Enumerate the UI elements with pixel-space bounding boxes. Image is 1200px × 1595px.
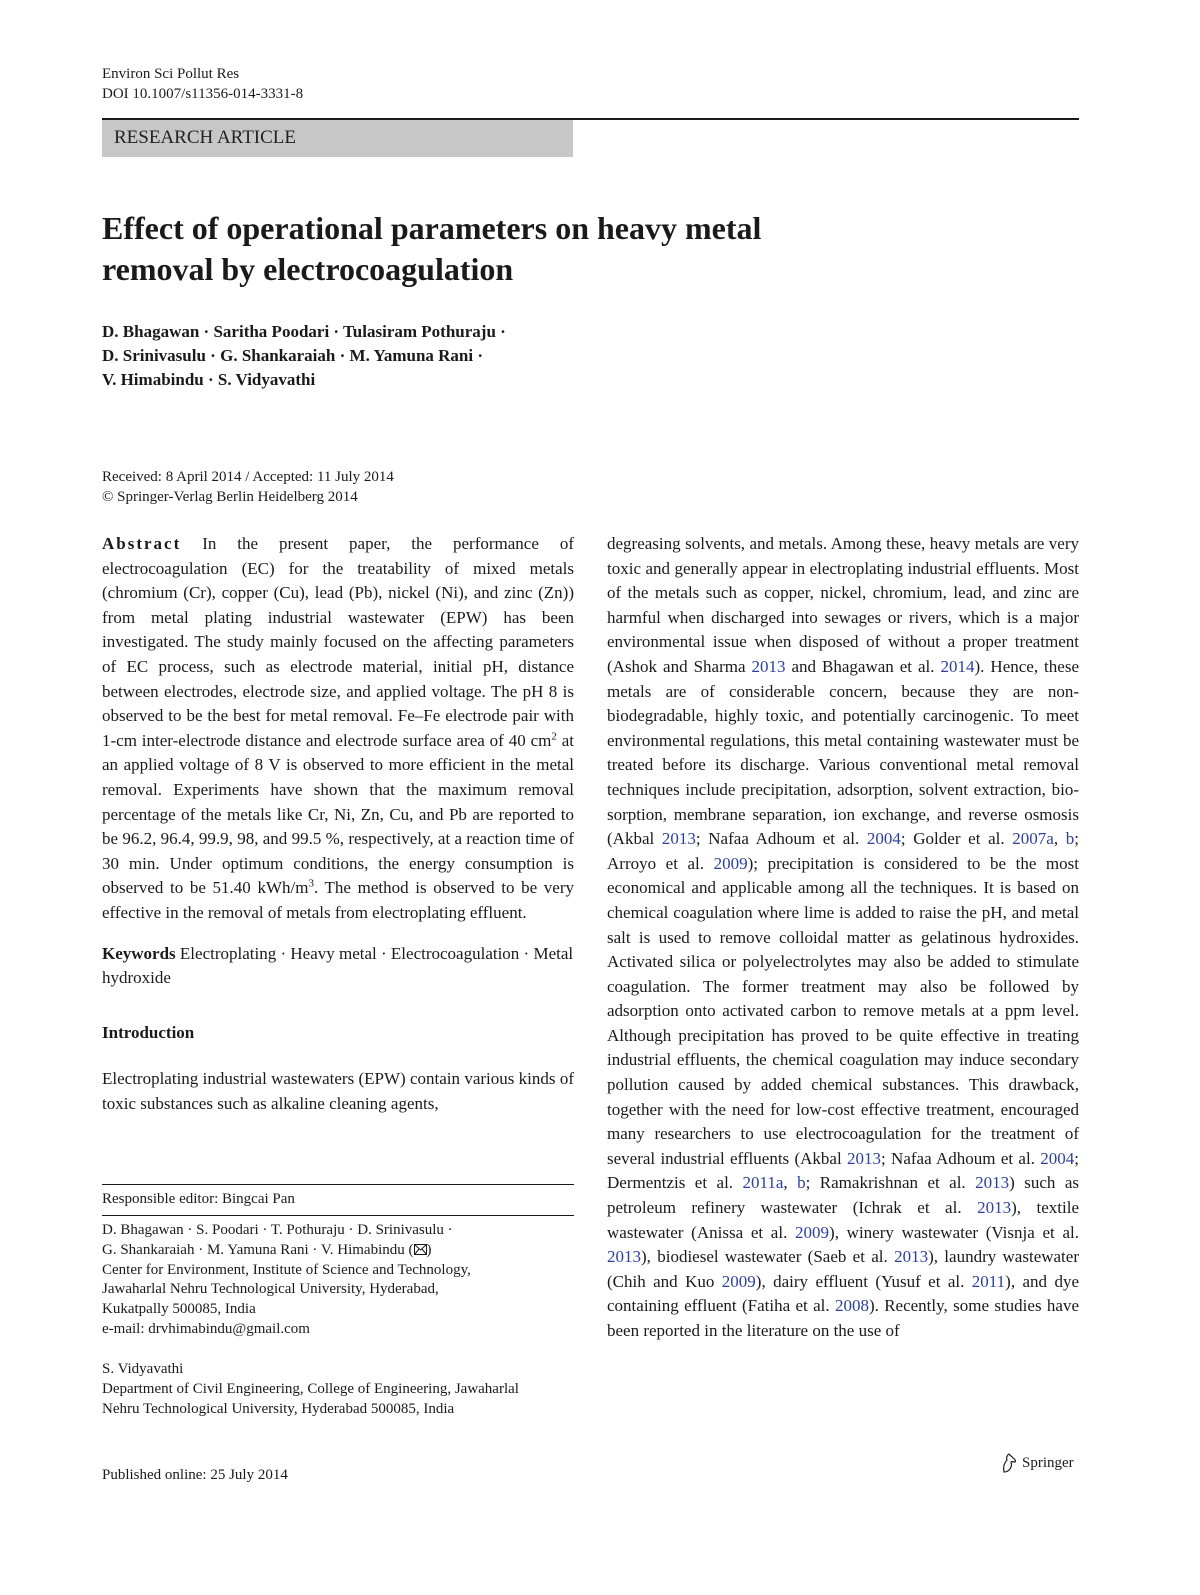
citation-link[interactable]: 2013 (975, 1173, 1010, 1193)
doi[interactable]: DOI 10.1007/s11356-014-3331-8 (102, 86, 304, 102)
journal-header (102, 64, 303, 104)
author-list (102, 320, 802, 392)
keywords-label: Keywords (102, 943, 176, 963)
citation-link[interactable]: 2013 (607, 1247, 641, 1267)
keywords-text: Electroplating · Heavy metal · Electrocoagulation · Metal hydroxide (102, 943, 574, 988)
citation-link[interactable]: 2004 (866, 829, 901, 849)
received-accepted: Received: 8 April 2014 / Accepted: 11 July 2014 (102, 469, 394, 485)
publisher-name: Springer (1022, 1454, 1074, 1471)
introduction-text: Electroplating industrial wastewaters (EPW) contain various kinds of toxic substances such as alkaline cleaning agents, (102, 1069, 574, 1113)
citation-link[interactable]: 2008 (834, 1296, 869, 1316)
citation-link[interactable]: 2011a (742, 1173, 784, 1193)
publisher-logo (1000, 1452, 1074, 1474)
abstract-label: Abstract (102, 534, 182, 553)
footnote-rule (102, 1215, 574, 1216)
article-dates (102, 467, 394, 507)
citation-link[interactable]: b (1065, 829, 1075, 849)
citation-link[interactable]: 2013 (894, 1247, 929, 1267)
citation-link[interactable]: 2007a (1012, 829, 1054, 849)
springer-horse-icon (1000, 1452, 1018, 1474)
paper-title (102, 208, 862, 290)
citation-link[interactable]: 2013 (751, 656, 786, 676)
title-line-1: Effect of operational parameters on heavy metal (102, 210, 762, 246)
authors-line-1: D. Bhagawan · Saritha Poodari · Tulasiram Pothuraju · (102, 322, 506, 341)
citation-link[interactable]: 2013 (661, 829, 696, 849)
affiliation-1: D. Bhagawan · S. Poodari · T. Pothuraju · D. Srinivasulu · G. Shankaraiah · M. Yamuna Rani · V. Himabindu ( ) Center for Environment, Institute of Science and Technology, Jawaharlal Nehru Technological University, Hyderabad, Kukatpally 500085, India e-mail: drvhimabindu@gmail.com (102, 1221, 574, 1340)
citation-link[interactable]: b (797, 1173, 806, 1193)
title-line-2: removal by electrocoagulation (102, 251, 514, 287)
citation-link[interactable]: 2004 (1040, 1148, 1075, 1168)
citation-link[interactable]: 2013 (847, 1148, 882, 1168)
affiliation-2: S. Vidyavathi Department of Civil Engineering, College of Engineering, Jawaharlal Nehru Technological University, Hyderabad 500085, India (102, 1361, 519, 1417)
citation-link[interactable]: 2011 (971, 1271, 1006, 1291)
published-online: Published online: 25 July 2014 (102, 1467, 288, 1483)
article-type-label: RESEARCH ARTICLE (114, 127, 297, 148)
citation-link[interactable]: 2009 (713, 853, 748, 873)
left-column (102, 532, 574, 1116)
citation-link[interactable]: 2009 (795, 1222, 830, 1242)
keywords (102, 942, 574, 991)
introduction-continued: degreasing solvents, and metals. Among these, heavy metals are very toxic and generally appear in electroplating industrial effluents. Most of the metals such as copper, nickel, chromium, lead, and zinc are harmful when discharged into sewages or rivers, which is a major environmental issue when disposed of without a proper treatment (Ashok and Sharma 2013 and Bhagawan et al. 2014). Hence, these metals are of considerable concern, because they are non-biodegradable, highly toxic, and potentially carcinogenic. To meet environmental regulations, this metal containing wastewater must be treated before its discharge. Various conventional metal removal techniques include precipitation, adsorption, solvent extraction, bio-sorption, membrane separation, ion exchange, and reverse osmosis (Akbal 2013; Nafaa Adhoum et al. 2004; Golder et al. 2007a, b; Arroyo et al. 2009); precipitation is considered to be the most economical and applicable among all the techniques. It is based on chemical coagulation where lime is added to raise the pH, and metal salt is used to remove colloidal matter as gelatinous hydroxides. Activated silica or polyelectrolytes may also be added to stimulate coagulation. The former treatment may also be followed by adsorption onto activated carbon to remove metals at a ppm level. Although precipitation has proved to be quite effective in treating industrial effluents, the chemical coagulation may induce secondary pollution caused by added chemical substances. This drawback, together with the need for low-cost effective treatment, encouraged many researchers to use electrocoagulation for the treatment of several industrial effluents (Akbal 2013; Nafaa Adhoum et al. 2004; Dermentzis et al. 2011a, b; Ramakrishnan et al. 2013) such as petroleum refinery wastewater (Ichrak et al. 2013), textile wastewater (Anissa et al. 2009), winery wastewater (Visnja et al. 2013), biodiesel wastewater (Saeb et al. 2013), laundry wastewater (Chih and Kuo 2009), dairy effluent (Yusuf et al. 2011), and dye containing effluent (Fatiha et al. 2008). Recently, some studies have been reported in the literature on the use of (607, 534, 1080, 1340)
citation-link[interactable]: 2014 (940, 656, 975, 676)
article-type-banner (102, 120, 573, 157)
authors-line-3: V. Himabindu · S. Vidyavathi (102, 370, 316, 389)
citation-link[interactable]: 2009 (721, 1271, 756, 1291)
footnote-rule (102, 1184, 574, 1185)
copyright: © Springer-Verlag Berlin Heidelberg 2014 (102, 489, 358, 505)
contact-email[interactable]: e-mail: drvhimabindu@gmail.com (102, 1320, 310, 1337)
journal-name: Environ Sci Pollut Res (102, 66, 240, 82)
citation-link[interactable]: 2013 (977, 1198, 1012, 1218)
authors-line-2: D. Srinivasulu · G. Shankaraiah · M. Yamuna Rani · (102, 346, 484, 365)
envelope-icon (414, 1244, 427, 1255)
abstract: Abstract In the present paper, the performance of electrocoagulation (EC) for the treatability of mixed metals (chromium (Cr), copper (Cu), lead (Pb), nickel (Ni), and zinc (Zn)) from metal plating industrial wastewater (EPW) has been investigated. The study mainly focused on the affecting parameters of EC process, such as electrode material, initial pH, distance between electrodes, electrode size, and applied voltage. The pH 8 is observed to be the best for metal removal. Fe–Fe electrode pair with 1-cm inter-electrode distance and electrode surface area of 40 $cm^2$ at an applied voltage of 8 V is observed to more efficient in the metal removal. Experiments have shown that the maximum removal percentage of the metals like Cr, Ni, Zn, Cu, and Pb are reported to be 96.2, 96.4, 99.9, 98, and 99.5 %, respectively, at a reaction time of 30 min. Under optimum conditions, the energy consumption is observed to be 51.40 kWh/$m^3$. The method is observed to be very effective in the removal of metals from electroplating effluent. (102, 534, 574, 922)
responsible-editor: Responsible editor: Bingcai Pan (102, 1191, 295, 1207)
right-column (607, 532, 1079, 1344)
introduction-heading: Introduction (102, 1022, 195, 1042)
